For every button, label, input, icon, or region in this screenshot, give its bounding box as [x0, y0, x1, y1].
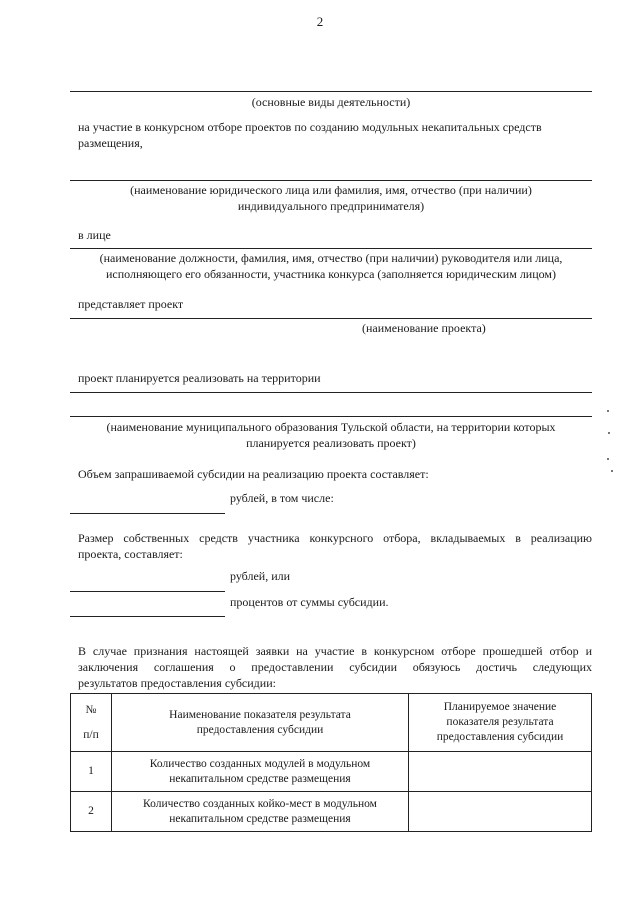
participation-text-line1: на участие в конкурсном отборе проектов по созданию модульных некапитальных средств	[78, 120, 542, 134]
commitment-line3: результатов предоставления субсидии:	[78, 676, 276, 690]
row-indicator-name-line2: некапитальном средстве размещения	[169, 772, 351, 785]
header-number	[71, 694, 112, 752]
header-indicator-name	[112, 694, 409, 752]
row-number: 2	[71, 792, 112, 832]
rubles-including: рублей, в том числе:	[230, 491, 334, 505]
activities-caption: (основные виды деятельности)	[251, 95, 411, 109]
commitment-line2: заключения соглашения о предоставлении субсидии обязуюсь достичь следующих	[78, 660, 592, 674]
entity-caption-line2: индивидуального предпринимателя)	[237, 199, 425, 213]
row-planned-value[interactable]	[409, 792, 592, 832]
head-caption-line1: (наименование должности, фамилия, имя, отчество (при наличии) руководителя или лица,	[99, 251, 563, 265]
project-caption: (наименование проекта)	[362, 321, 486, 335]
header-number-line1: №	[85, 703, 97, 716]
municipality-caption-line1: (наименование муниципального образования Тульской области, на территории которых	[106, 420, 556, 434]
territory-label: проект планируется реализовать на территории	[78, 371, 321, 385]
territory-line-2[interactable]	[70, 416, 592, 417]
subsidy-label: Объем запрашиваемой субсидии на реализацию проекта составляет:	[78, 467, 429, 481]
header-indicator-name-line1: Наименование показателя результата	[169, 708, 351, 721]
own-funds-line2: проекта, составляет:	[78, 547, 183, 561]
entity-caption-line1: (наименование юридического лица или фамилия, имя, отчество (при наличии)	[130, 183, 532, 197]
participation-text-line2: размещения,	[78, 136, 143, 150]
header-planned-value-line2: показателя результата	[446, 716, 554, 728]
own-funds-amount-line[interactable]	[70, 591, 225, 592]
header-number-line2: п/п	[83, 728, 99, 741]
scan-speck	[607, 458, 609, 460]
header-planned-value-line3: предоставления субсидии	[436, 731, 564, 743]
row-indicator-name-line2: некапитальном средстве размещения	[169, 812, 351, 825]
results-table	[70, 693, 592, 832]
project-name-line[interactable]	[70, 318, 592, 319]
rubles-or: рублей, или	[230, 569, 291, 583]
row-planned-value[interactable]	[409, 752, 592, 792]
own-funds-line1: Размер собственных средств участника конкурсного отбора, вкладываемых в реализацию	[78, 531, 592, 545]
table-header-row	[71, 694, 592, 752]
own-funds-percent-line[interactable]	[70, 616, 225, 617]
entity-name-line[interactable]	[70, 180, 592, 181]
head-caption-line2: исполняющего его обязанности, участника конкурса (заполняется юридическим лицом)	[105, 267, 557, 281]
row-number: 1	[71, 752, 112, 792]
percent-of-subsidy: процентов от суммы субсидии.	[230, 595, 389, 609]
territory-line-1[interactable]	[70, 392, 592, 393]
header-planned-value-line1: Планируемое значение	[443, 701, 557, 713]
head-name-line[interactable]	[70, 248, 592, 249]
municipality-caption-line2: планируется реализовать проект)	[246, 436, 416, 450]
row-indicator-name-line1: Количество созданных койко-мест в модульном	[143, 797, 377, 810]
page-number: 2	[316, 14, 324, 29]
scan-speck	[607, 410, 609, 412]
row-indicator-name	[112, 792, 409, 832]
activities-line[interactable]	[70, 91, 592, 92]
row-indicator-name	[112, 752, 409, 792]
scan-speck	[611, 470, 613, 472]
row-indicator-name-line1: Количество созданных модулей в модульном	[149, 757, 371, 770]
presents-project-label: представляет проект	[78, 297, 184, 311]
header-indicator-name-line2: предоставления субсидии	[196, 723, 324, 736]
scan-speck	[608, 432, 610, 434]
in-person-label: в лице	[78, 228, 111, 242]
subsidy-amount-line[interactable]	[70, 513, 225, 514]
commitment-line1: В случае признания настоящей заявки на участие в конкурсном отборе прошедшей отбор и	[78, 644, 592, 658]
table-row	[71, 752, 592, 792]
header-planned-value	[409, 694, 592, 752]
table-row	[71, 792, 592, 832]
